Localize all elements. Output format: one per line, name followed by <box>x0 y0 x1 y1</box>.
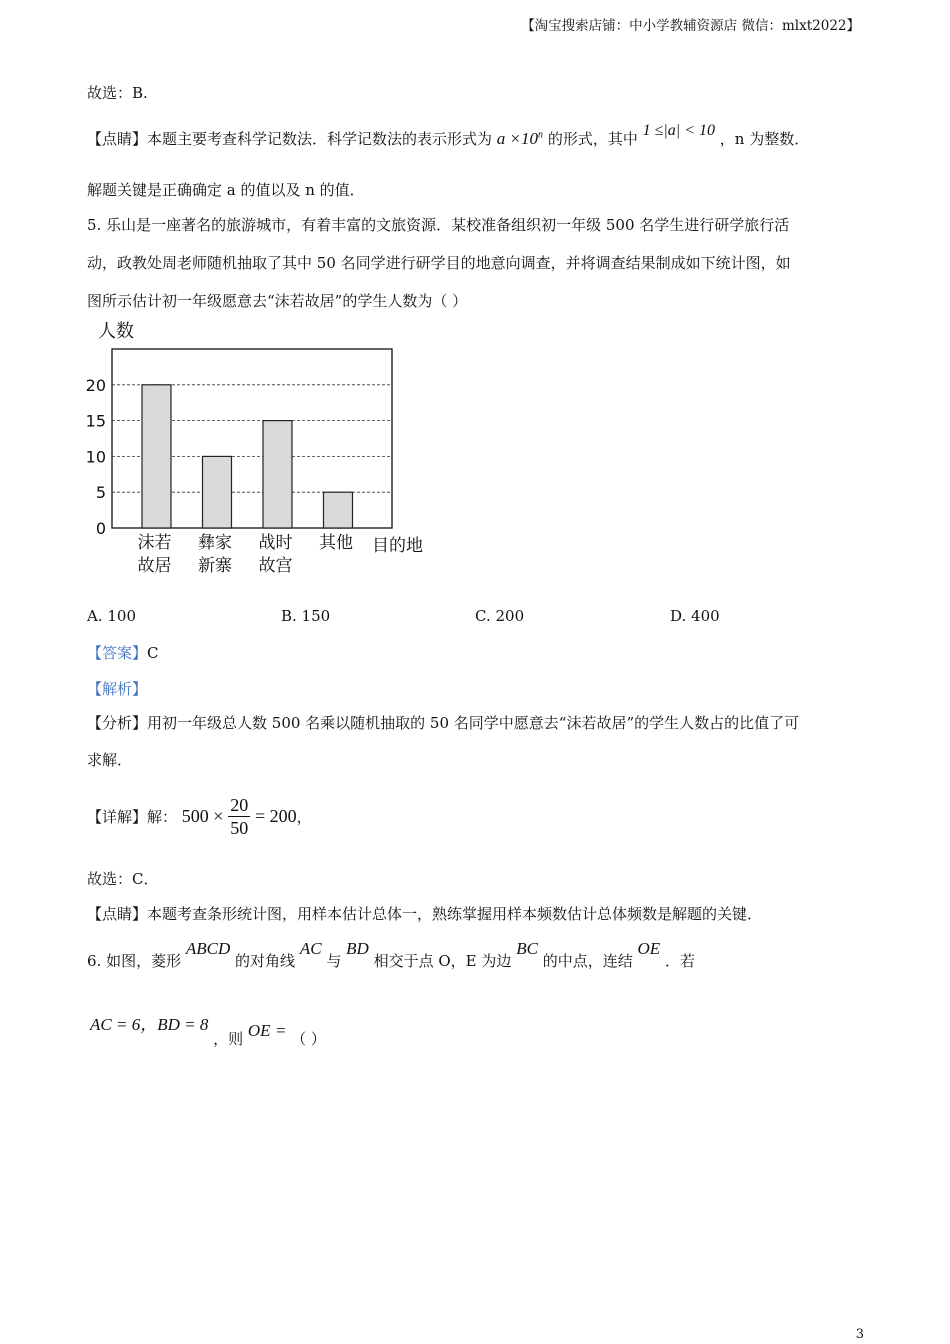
y-tick-label: 10 <box>85 447 106 467</box>
y-tick-label: 0 <box>95 519 106 538</box>
q6-cond-line <box>90 1015 326 1049</box>
q4-note-cond: 1 ≤|a| < 10 <box>642 122 715 139</box>
q6-abcd: ABCD <box>185 939 231 958</box>
answer-value: C <box>147 644 159 662</box>
y-tick-label: 5 <box>95 483 106 503</box>
x-tick-label: 故居 <box>137 556 172 576</box>
q6-p8: （ ） <box>291 1030 326 1048</box>
q4-note-prefix: 【点睛】本题主要考查科学记数法．科学记数法的表示形式为 <box>87 130 493 148</box>
detail-a: 500 × <box>181 806 224 826</box>
q6-p4: 相交于点 O，E 为边 <box>373 952 512 970</box>
x-axis-label: 目的地 <box>372 536 423 556</box>
fraction-numerator: 20 <box>230 795 249 815</box>
q5-stem-3: 图所示估计初一年级愿意去“沫若故居”的学生人数为（ ） <box>87 292 468 310</box>
x-tick-label: 沫若 <box>137 533 172 553</box>
x-tick-label: 彝家 <box>198 533 232 553</box>
x-tick-label: 战时 <box>258 533 293 553</box>
y-axis-label: 人数 <box>98 321 134 342</box>
q4-note-exp: n <box>538 129 544 141</box>
option-d: D. 400 <box>670 607 720 625</box>
q6-p2: 的对角线 <box>235 952 296 970</box>
page-header: 【淘宝搜索店铺：中小学教辅资源店 微信：mlxt2022】 <box>521 18 860 34</box>
q4-answer-line: 故选：B. <box>87 84 148 102</box>
q6-p6: ．若 <box>664 952 695 970</box>
bar-chart <box>80 318 450 583</box>
q4-note-mid: 的形式，其中 <box>547 130 638 148</box>
q4-note-expr: a ×10 <box>496 129 539 148</box>
detail-line <box>87 794 312 839</box>
q6-p3: 与 <box>326 952 342 970</box>
x-tick-label: 故宫 <box>258 556 293 576</box>
q4-note <box>87 122 810 149</box>
detail-b: = 200 <box>255 806 297 826</box>
q6-oe2: OE = <box>247 1021 287 1040</box>
fraction-denominator: 50 <box>230 818 249 838</box>
answer-line <box>87 642 159 663</box>
detail-fraction <box>228 794 250 839</box>
y-tick-label: 20 <box>85 375 106 395</box>
q6-bd: BD <box>346 939 369 958</box>
q6-stem <box>87 939 695 971</box>
y-tick-label: 15 <box>85 411 106 431</box>
q6-cond: AC = 6，BD = 8 <box>90 1015 209 1034</box>
q6-p5: 的中点，连结 <box>542 952 633 970</box>
q5-stem-1: 5. 乐山是一座著名的旅游城市，有着丰富的文旅资源．某校准备组织初一年级 500 名学生进行研学旅行活 <box>87 216 790 234</box>
q6-ac: AC <box>299 939 322 958</box>
x-tick-label: 新寨 <box>198 556 232 576</box>
detail-prefix: 【详解】解： <box>87 808 178 826</box>
q5-note: 【点睛】本题考查条形统计图，用样本估计总体一，熟练掌握用样本频数估计总体频数是解题的关键． <box>87 905 763 923</box>
fenxi-line-1: 【分析】用初一年级总人数 500 名乘以随机抽取的 50 名同学中愿意去“沫若故居”的学生人数占的比值了可 <box>87 714 800 732</box>
choose-line: 故选：C． <box>87 870 159 888</box>
option-a: A. 100 <box>87 607 136 625</box>
q4-note-line2: 解题关键是正确确定 a 的值以及 n 的值． <box>87 181 365 199</box>
q6-bc: BC <box>516 939 538 958</box>
q6-oe: OE <box>637 939 661 958</box>
q4-note-tail: ，n 为整数． <box>719 130 810 148</box>
option-c: C. 200 <box>475 607 525 625</box>
q5-stem-2: 动，政教处周老师随机抽取了其中 50 名同学进行研学目的地意向调查，并将调查结果制成如下统计图，如 <box>87 254 791 272</box>
answer-tag: 【答案】 <box>87 644 148 662</box>
page-number: 3 <box>855 1327 864 1342</box>
bar <box>324 492 353 528</box>
detail-tail: ， <box>296 808 312 826</box>
analysis-tag: 【解析】 <box>87 680 148 698</box>
q6-p7: ，则 <box>213 1030 244 1048</box>
bar <box>263 421 292 528</box>
fenxi-line-2: 求解． <box>87 751 133 769</box>
bar <box>203 456 232 528</box>
q6-p1: 6. 如图，菱形 <box>87 952 182 970</box>
bar <box>142 385 171 528</box>
option-b: B. 150 <box>281 607 331 625</box>
x-tick-label: 其他 <box>319 533 353 553</box>
